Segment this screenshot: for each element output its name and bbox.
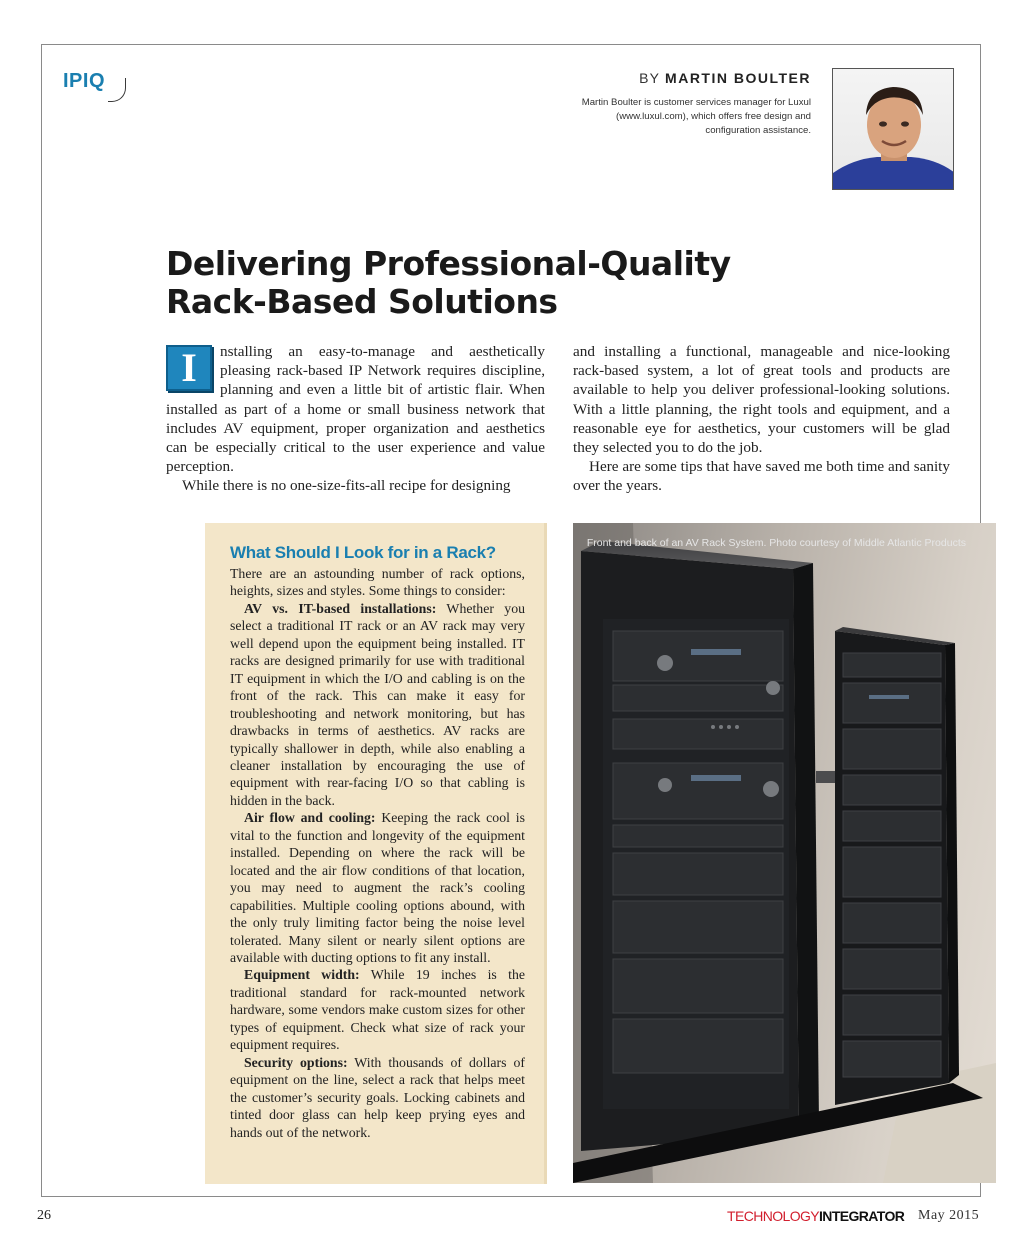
article-column-left [166,342,545,496]
sidebar-intro: There are an astounding number of rack options, heights, sizes and styles. Some things to consider: [230,566,525,599]
sidebar-item [230,809,525,966]
sidebar-box [205,523,547,1184]
publication-logo [727,1208,904,1224]
drop-cap: I [166,345,212,391]
article-paragraph [166,342,545,476]
sidebar-item [230,1054,525,1141]
byline-prefix: BY [639,70,660,86]
headline-line-2: Rack-Based Solutions [166,282,558,321]
article-paragraph: Here are some tips that have saved me both time and sanity over the years. [573,458,950,495]
paragraph-text: nstalling an easy-to-manage and aesthetically pleasing rack-based IP Network requires discipline, planning and even a little bit of artistic flair. When installed as part of a home or small business network that includes AV equipment, proper organization and aesthetics can be especially critical to the user experience and value perception. [166,343,545,476]
rack-equipment-units [573,523,996,1183]
rack-photo [573,523,996,1183]
sidebar-item-text: With thousands of dollars of equipment on the line, select a rack that helps meet the customer’s security goals. Locking cabinets and tinted door glass can help keep prying eyes and hands out of the network. [230,1054,525,1140]
byline [639,70,811,86]
sidebar-item-label: Security options: [244,1054,348,1070]
article-paragraph: While there is no one-size-fits-all recipe for designing [182,477,511,495]
issue-date: May 2015 [918,1208,980,1223]
article-column-right [573,342,950,496]
sidebar-item-label: Equipment width: [244,967,360,983]
headline-line-1: Delivering Professional-Quality [166,244,731,283]
logo-part-integrator: INTEGRATOR [819,1208,905,1224]
sidebar-body [230,565,525,1141]
author-headshot [832,68,954,190]
sidebar-item [230,966,525,1053]
author-portrait-icon [833,69,954,190]
sidebar-item-label: AV vs. IT-based installations: [244,600,437,616]
author-name: MARTIN BOULTER [665,70,811,86]
sidebar-title: What Should I Look for in a Rack? [230,543,496,562]
photo-caption: Front and back of an AV Rack System. Photo courtesy of Middle Atlantic Products [586,537,966,549]
page-number: 26 [37,1208,51,1223]
logo-part-technology: TECHNOLOGY [727,1208,820,1224]
article-paragraph: and installing a functional, manageable and nice-looking rack-based system, a lot of great tools and products are available to help you deliver professional-looking solutions. With a little planning, the right tools and equipment, and a reasonable eye for aesthetics, your customers will be glad they selected you to do the job. [573,343,950,457]
author-bio: Martin Boulter is customer services manager for Luxul (www.luxul.com), which offers free design and configuration assistance. [581,97,811,136]
sidebar-item-label: Air flow and cooling: [244,810,376,826]
sidebar-item-text: Whether you select a traditional IT rack or an AV rack may very well depend upon the equipment being installed. IT racks are designed primarily for use with traditional IT equipment in which the I/O and cabling is on the front of the rack. This can make it easy for troubleshooting and network monitoring, but has drawbacks in terms of aesthetics. AV racks are typically shallower in depth, while also enabling a cleaner installation by encouraging the use of equipment with rear-facing I/O so that cabling is hidden in the back. [230,600,525,808]
section-tag: IPIQ [63,70,106,92]
sidebar-item-text: While 19 inches is the traditional standard for rack-mounted network hardware, some vendors make custom sizes for other types of equipment. Check what size of rack your equipment requires. [230,967,525,1053]
article-headline [166,245,731,321]
sidebar-item-text: Keeping the rack cool is vital to the function and longevity of the equipment installed. Depending on where the rack will be located and the air flow conditions of that location, you may need to augment the rack’s cooling capabilities. Multiple cooling options abound, with the only truly limiting factor being the noise level tolerated. Many silent or nearly silent options are available with ducting options to fit any install. [230,810,525,965]
sidebar-item [230,600,525,809]
